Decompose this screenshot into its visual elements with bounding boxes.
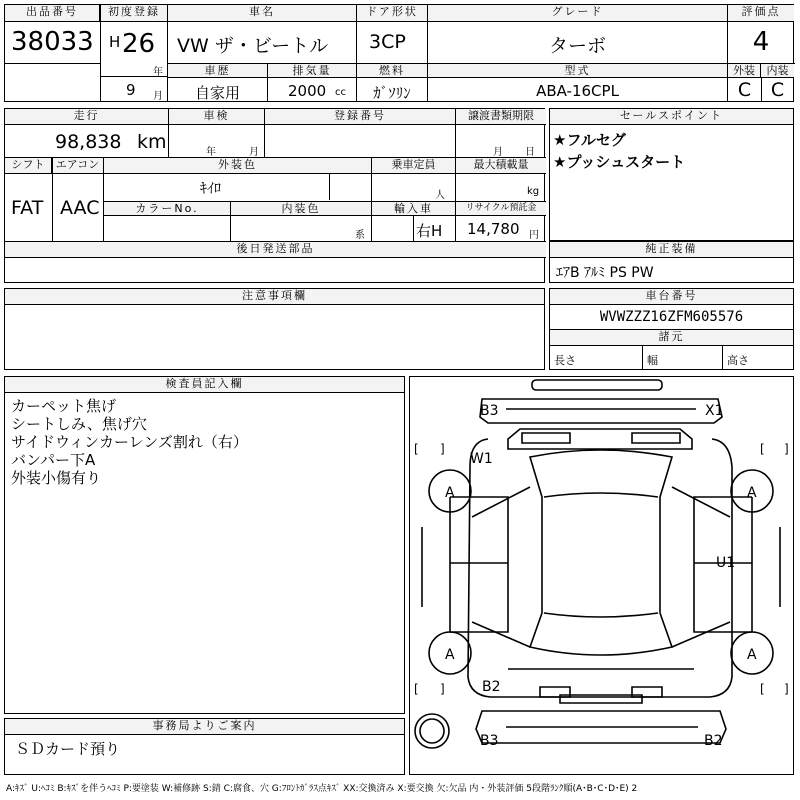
- transfer-label: 譲渡書類期限: [456, 109, 546, 125]
- width-label: 幅: [647, 354, 658, 367]
- bracket-3: [: [760, 442, 765, 456]
- car-diagram: [410, 377, 793, 774]
- legend: A:ｷｽﾞ U:ﾍｺﾐ B:ｷｽﾞを伴うﾍｺﾐ P:要塗装 W:補修跡 S:錆 C:腐食、穴 G:ﾌﾛﾝﾄｶﾞﾗｽ点ｷｽﾞ XX:交換済み X:要交換 欠:欠品 内・外装評価 5段階ﾗﾝｸ順(A･B･C･D･E) 2: [6, 784, 638, 794]
- score-label: 評価点: [728, 5, 794, 22]
- interior-color-label: 内装色: [231, 202, 371, 216]
- lot-no-label: 出品番号: [5, 5, 100, 22]
- history-label: 車歴: [168, 64, 267, 78]
- office-panel: [4, 718, 405, 775]
- bracket-7: [: [760, 682, 765, 696]
- transfer-day-unit: 日: [525, 147, 535, 158]
- shift-label: シフト: [5, 158, 52, 174]
- mark-u1: U1: [716, 555, 736, 571]
- exterior-color: ｷｲﾛ: [200, 181, 221, 197]
- inspector-label: 検査員記入欄: [5, 377, 404, 393]
- equipment-value: ｴｱB ｱﾙﾐ PS PW: [556, 265, 654, 281]
- capacity-label: 乗車定員: [372, 158, 455, 174]
- tire-rr: A: [747, 647, 757, 663]
- mileage: 98,838: [55, 131, 122, 153]
- equipment-panel: [549, 241, 794, 283]
- bracket-1: [: [414, 442, 419, 456]
- model-label: 型式: [428, 64, 727, 78]
- mark-x1: X1: [705, 403, 724, 419]
- shift: FAT: [11, 197, 44, 219]
- reg-no-label: 登録番号: [265, 109, 455, 125]
- history: 自家用: [194, 84, 240, 102]
- notes-label: 注意事項欄: [5, 289, 544, 305]
- tire-fr: A: [747, 485, 757, 501]
- bracket-8: ]: [784, 682, 789, 696]
- mark-b2-rear-left: B2: [482, 679, 501, 695]
- bracket-2: ]: [440, 442, 445, 456]
- inspector-line-3: サイドウィンカーレンズ割れ（右）: [11, 433, 248, 451]
- equipment-label: 純正装備: [550, 242, 793, 258]
- mark-b2-rear-right: B2: [704, 733, 723, 749]
- era: H: [109, 33, 121, 51]
- displacement: 2000: [288, 82, 327, 100]
- inspector-panel: [4, 376, 405, 714]
- load-label: 最大積載量: [456, 158, 546, 174]
- month-unit: 月: [153, 91, 163, 102]
- height-label: 高さ: [727, 354, 749, 367]
- year-unit: 年: [153, 67, 163, 78]
- interior-color-unit: 系: [355, 230, 365, 241]
- mileage-label: 走行: [5, 109, 168, 125]
- chassis-label: 車台番号: [550, 289, 793, 305]
- car-name: VW ザ・ビートル: [177, 35, 329, 57]
- displacement-unit: cc: [335, 87, 346, 98]
- car-name-label: 車名: [168, 5, 356, 22]
- mark-b3-front: B3: [480, 403, 499, 419]
- import-label: 輸入車: [372, 202, 455, 216]
- inspection-month-unit: 月: [249, 147, 259, 158]
- inspection-year-unit: 年: [206, 147, 216, 158]
- inspector-line-4: バンパー下A: [11, 451, 96, 469]
- grade: ターボ: [548, 35, 606, 57]
- fuel-label: 燃料: [357, 64, 427, 78]
- ac: AAC: [60, 197, 100, 219]
- fuel: ｶﾞｿﾘﾝ: [373, 84, 411, 102]
- dims-label: 諸元: [550, 330, 793, 346]
- mark-b3-rear: B3: [480, 733, 499, 749]
- tire-fl: A: [445, 485, 455, 501]
- grade-label: グレード: [428, 5, 727, 22]
- load-unit: kg: [527, 186, 540, 197]
- recycle-unit: 円: [529, 230, 539, 241]
- displacement-label: 排気量: [268, 64, 356, 78]
- exterior-color-label: 外装色: [104, 158, 371, 174]
- chassis-number: WVWZZZ16ZFM605576: [599, 309, 744, 325]
- notes-panel: [4, 288, 545, 370]
- mileage-unit: km: [137, 131, 167, 153]
- office-label: 事務局よりご案内: [5, 719, 404, 735]
- sales-points-label: セールスポイント: [550, 109, 793, 125]
- recycle-value: 14,780: [467, 220, 520, 238]
- bracket-6: ]: [440, 682, 445, 696]
- exterior-score: C: [737, 79, 752, 101]
- reg-year: 26: [122, 29, 156, 59]
- sales-point-2: ★プッシュスタート: [553, 153, 686, 171]
- exterior-score-label: 外装: [728, 64, 761, 78]
- recycle-label: リサイクル預託金: [456, 202, 546, 216]
- sales-point-1: ★フルセグ: [553, 131, 626, 149]
- score: 4: [752, 27, 770, 57]
- inspector-line-1: カーペット焦げ: [11, 397, 117, 415]
- import-value: 右H: [416, 222, 443, 240]
- reg-month: 9: [126, 81, 136, 99]
- transfer-month-unit: 月: [493, 147, 503, 158]
- later-parts-label: 後日発送部品: [5, 242, 546, 258]
- inspector-line-5: 外装小傷有り: [11, 469, 102, 487]
- chassis-panel: [549, 288, 794, 370]
- inspection-label: 車検: [169, 109, 264, 125]
- ac-label: エアコン: [52, 158, 103, 174]
- model: ABA-16CPL: [536, 82, 619, 100]
- interior-score: C: [770, 79, 785, 101]
- length-label: 長さ: [554, 354, 576, 367]
- bracket-5: [: [414, 682, 419, 696]
- tire-rl: A: [445, 647, 455, 663]
- inspector-line-2: シートしみ、焦げ穴: [11, 415, 147, 433]
- details-panel: [4, 108, 545, 283]
- first-reg-label: 初度登録: [101, 5, 167, 22]
- interior-score-label: 内装: [761, 64, 794, 78]
- capacity-unit: 人: [435, 190, 445, 201]
- door: 3CP: [369, 31, 406, 53]
- door-label: ドア形状: [357, 5, 427, 22]
- color-no-label: カラーNo.: [104, 202, 230, 216]
- bracket-4: ]: [784, 442, 789, 456]
- sales-points-panel: [549, 108, 794, 241]
- office-text: ＳＤカード預り: [15, 740, 121, 758]
- mark-w1: W1: [470, 451, 493, 467]
- header-panel: [4, 4, 794, 102]
- car-diagram-panel: [409, 376, 794, 775]
- lot-no: 38033: [11, 27, 94, 57]
